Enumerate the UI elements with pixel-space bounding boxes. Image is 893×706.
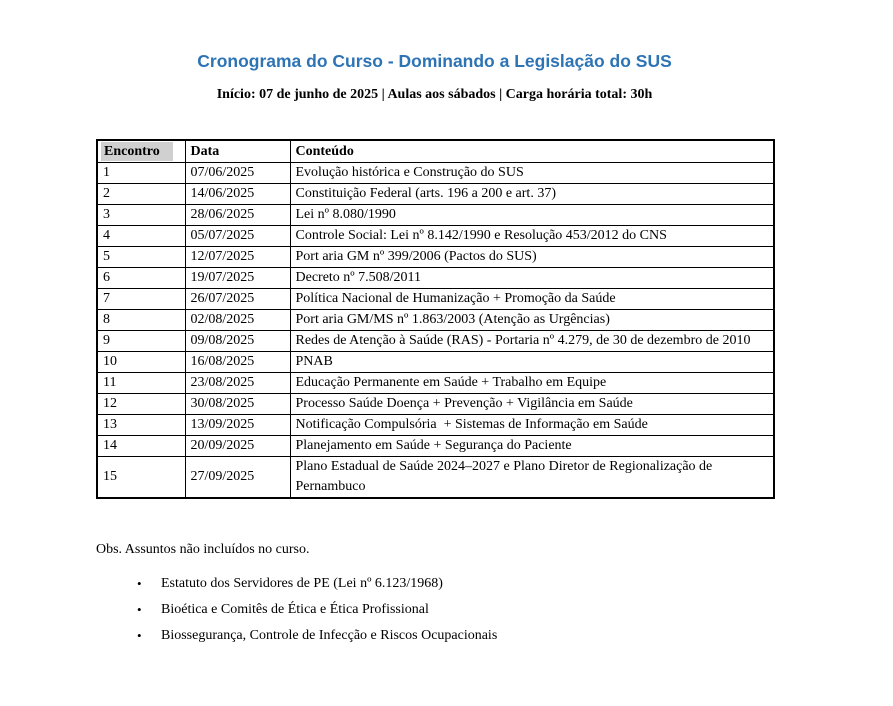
date-cell: 23/08/2025 (185, 373, 290, 394)
table-row (97, 331, 774, 352)
encontro-cell: 4 (97, 226, 185, 247)
table-row (97, 247, 774, 268)
date-cell: 02/08/2025 (185, 310, 290, 331)
encontro-cell: 8 (97, 310, 185, 331)
notes-heading: Obs. Assuntos não incluídos no curso. (96, 542, 310, 557)
content-cell: Planejamento em Saúde + Segurança do Paciente (290, 436, 774, 457)
encontro-cell: 12 (97, 394, 185, 415)
table-row (97, 352, 774, 373)
date-cell: 13/09/2025 (185, 415, 290, 436)
column-header-conteudo: Conteúdo (290, 140, 774, 163)
content-cell: Política Nacional de Humanização + Promoção da Saúde (290, 289, 774, 310)
date-cell: 26/07/2025 (185, 289, 290, 310)
date-cell: 05/07/2025 (185, 226, 290, 247)
encontro-cell: 9 (97, 331, 185, 352)
table-header-row (97, 140, 774, 163)
content-cell: PNAB (290, 352, 774, 373)
encontro-cell: 5 (97, 247, 185, 268)
list-item (96, 574, 893, 594)
content-cell: Educação Permanente em Saúde + Trabalho em Equipe (290, 373, 774, 394)
content-cell: Redes de Atenção à Saúde (RAS) - Portaria nº 4.279, de 30 de dezembro de 2010 (290, 331, 774, 352)
column-header-encontro-label: Encontro (101, 142, 173, 161)
encontro-cell: 6 (97, 268, 185, 289)
date-cell: 27/09/2025 (185, 457, 290, 499)
table-row (97, 205, 774, 226)
table-row (97, 394, 774, 415)
encontro-cell: 14 (97, 436, 185, 457)
date-cell: 12/07/2025 (185, 247, 290, 268)
content-cell: Notificação Compulsória + Sistemas de Informação em Saúde (290, 415, 774, 436)
list-item (96, 626, 893, 646)
encontro-cell: 3 (97, 205, 185, 226)
encontro-cell: 11 (97, 373, 185, 394)
content-cell: Port aria GM/MS nº 1.863/2003 (Atenção as Urgências) (290, 310, 774, 331)
date-cell: 16/08/2025 (185, 352, 290, 373)
notes-list (96, 574, 893, 646)
column-header-encontro (97, 140, 185, 163)
table-row (97, 310, 774, 331)
bullet-icon: • (137, 576, 142, 591)
table-row (97, 415, 774, 436)
encontro-cell: 15 (97, 457, 185, 499)
content-cell: Controle Social: Lei nº 8.142/1990 e Resolução 453/2012 do CNS (290, 226, 774, 247)
masthead (96, 0, 773, 104)
note-item-text: Biossegurança, Controle de Infecção e Riscos Ocupacionais (161, 628, 498, 643)
date-cell: 14/06/2025 (185, 184, 290, 205)
date-cell: 20/09/2025 (185, 436, 290, 457)
bullet-icon: • (137, 628, 142, 643)
content-cell: Port aria GM nº 399/2006 (Pactos do SUS) (290, 247, 774, 268)
table-row (97, 226, 774, 247)
bullet-icon: • (137, 602, 142, 617)
table-row (97, 436, 774, 457)
page-title: Cronograma do Curso - Dominando a Legislação do SUS (197, 51, 672, 71)
table-row (97, 289, 774, 310)
column-header-data: Data (185, 140, 290, 163)
date-cell: 19/07/2025 (185, 268, 290, 289)
content-cell: Evolução histórica e Construção do SUS (290, 163, 774, 184)
date-cell: 30/08/2025 (185, 394, 290, 415)
content-cell: Lei nº 8.080/1990 (290, 205, 774, 226)
note-item-text: Bioética e Comitês de Ética e Ética Profissional (161, 602, 429, 617)
encontro-cell: 13 (97, 415, 185, 436)
date-cell: 07/06/2025 (185, 163, 290, 184)
table-row (97, 184, 774, 205)
encontro-cell: 2 (97, 184, 185, 205)
date-cell: 09/08/2025 (185, 331, 290, 352)
encontro-cell: 7 (97, 289, 185, 310)
page-subtitle: Início: 07 de junho de 2025 | Aulas aos sábados | Carga horária total: 30h (216, 87, 653, 102)
list-item (96, 600, 893, 620)
encontro-cell: 10 (97, 352, 185, 373)
content-cell: Decreto nº 7.508/2011 (290, 268, 774, 289)
date-cell: 28/06/2025 (185, 205, 290, 226)
schedule-table (96, 139, 775, 499)
note-item-text: Estatuto dos Servidores de PE (Lei nº 6.123/1968) (161, 576, 443, 591)
table-row (97, 163, 774, 184)
table-row (97, 268, 774, 289)
table-row (97, 457, 774, 499)
encontro-cell: 1 (97, 163, 185, 184)
content-cell: Processo Saúde Doença + Prevenção + Vigilância em Saúde (290, 394, 774, 415)
table-row (97, 373, 774, 394)
content-cell: Constituição Federal (arts. 196 a 200 e art. 37) (290, 184, 774, 205)
content-cell: Plano Estadual de Saúde 2024–2027 e Plano Diretor de Regionalização de Pernambuco (290, 457, 774, 499)
